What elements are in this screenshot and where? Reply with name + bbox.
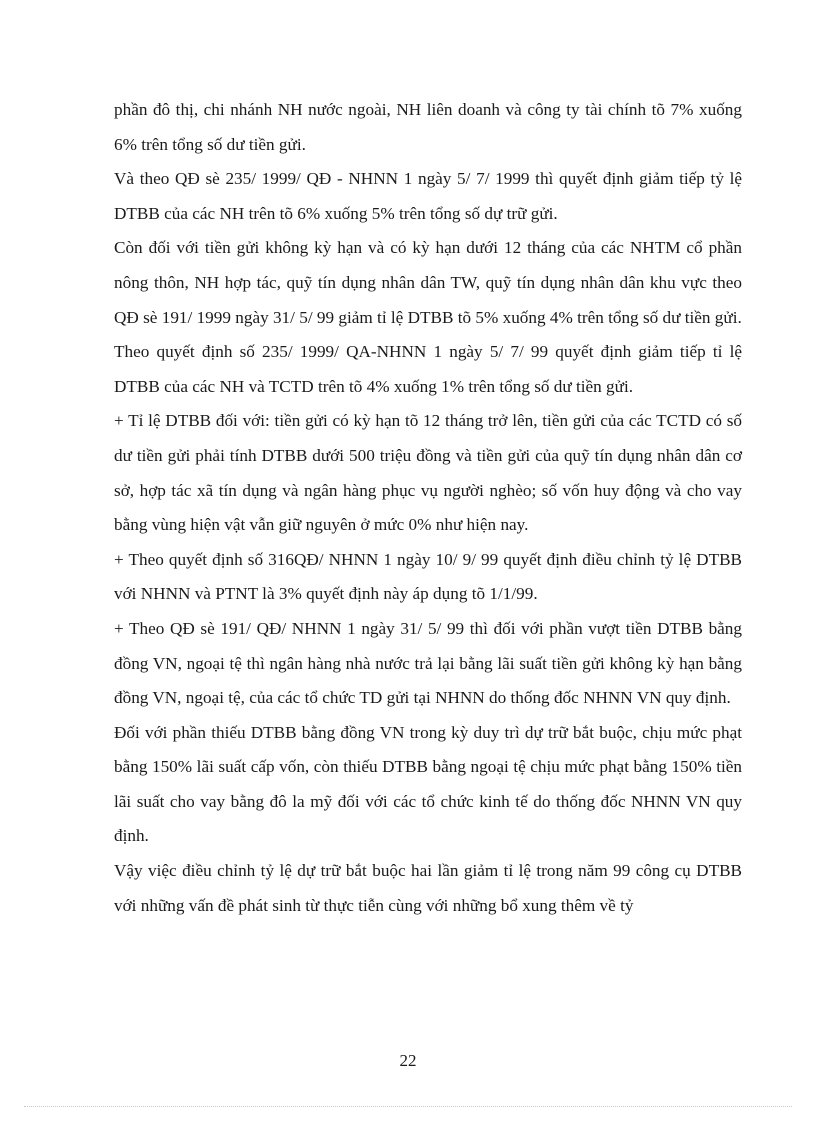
- paragraph-2: Và theo QĐ sè 235/ 1999/ QĐ - NHNN 1 ngày 5/ 7/ 1999 thì quyết định giảm tiếp tỷ lệ DTBB của các NH trên tõ 6% xuống 5% trên tổng số dự trữ gửi.: [114, 169, 742, 223]
- body-text: [114, 93, 742, 923]
- paragraph-8: Đối với phần thiếu DTBB bằng đồng VN trong kỳ duy trì dự trữ bắt buộc, chịu mức phạt bằng 150% lãi suất cấp vốn, còn thiếu DTBB bằng ngoại tệ chịu mức phạt bằng 150% tiền lãi suất cho vay bằng đô la mỹ đối với các tổ chức kinh tế do thống đốc NHNN VN quy định.: [114, 722, 742, 846]
- paragraph-6: + Theo quyết định số 316QĐ/ NHNN 1 ngày 10/ 9/ 99 quyết định điều chỉnh tỷ lệ DTBB với NHNN và PTNT là 3% quyết định này áp dụng tõ 1/1/99.: [114, 549, 742, 604]
- paragraph-5: + Tỉ lệ DTBB đối với: tiền gửi có kỳ hạn tõ 12 tháng trở lên, tiền gửi của các TCTD có số dư tiền gửi phải tính DTBB dưới 500 triệu đồng và tiền gửi của quỹ tín dụng nhân dân cơ sở, hợp tác xã tín dụng và ngân hàng phục vụ người nghèo; số vốn huy động và cho vay bằng vùng hiện vật vẫn giữ nguyên ở mức 0% như hiện nay.: [114, 411, 742, 535]
- page-number: 22: [399, 1051, 417, 1070]
- paragraph-4: Theo quyết định số 235/ 1999/ QA-NHNN 1 ngày 5/ 7/ 99 quyết định giảm tiếp tỉ lệ DTBB của các NH và TCTD trên tõ 4% xuống 1% trên tổng số dư tiền gửi.: [114, 342, 742, 396]
- paragraph-1: phần đô thị, chi nhánh NH nước ngoài, NH liên doanh và công ty tài chính tõ 7% xuống 6% trên tổng số dư tiền gửi.: [114, 100, 742, 154]
- paragraph-7: + Theo QĐ sè 191/ QĐ/ NHNN 1 ngày 31/ 5/ 99 thì đối với phần vượt tiền DTBB bằng đồng VN, ngoại tệ thì ngân hàng nhà nước trả lại bằng lãi suất tiền gửi không kỳ hạn bằng đồng VN, ngoại tệ, của các tổ chức TD gửi tại NHNN do thống đốc NHNN VN quy định.: [114, 618, 742, 708]
- page-bottom-divider: [24, 1106, 792, 1107]
- paragraph-3: Còn đối với tiền gửi không kỳ hạn và có kỳ hạn dưới 12 tháng của các NHTM cổ phần nông thôn, NH hợp tác, quỹ tín dụng nhân dân TW, quỹ tín dụng nhân dân khu vực theo QĐ sè 191/ 1999 ngày 31/ 5/ 99 giảm tỉ lệ DTBB tõ 5% xuống 4% trên tổng số dư tiền gửi.: [114, 238, 742, 327]
- paragraph-9: Vậy việc điều chỉnh tỷ lệ dự trữ bắt buộc hai lần giảm tỉ lệ trong năm 99 công cụ DTBB với những vấn đề phát sinh từ thực tiễn cùng với những bổ xung thêm về tỷ: [114, 861, 742, 915]
